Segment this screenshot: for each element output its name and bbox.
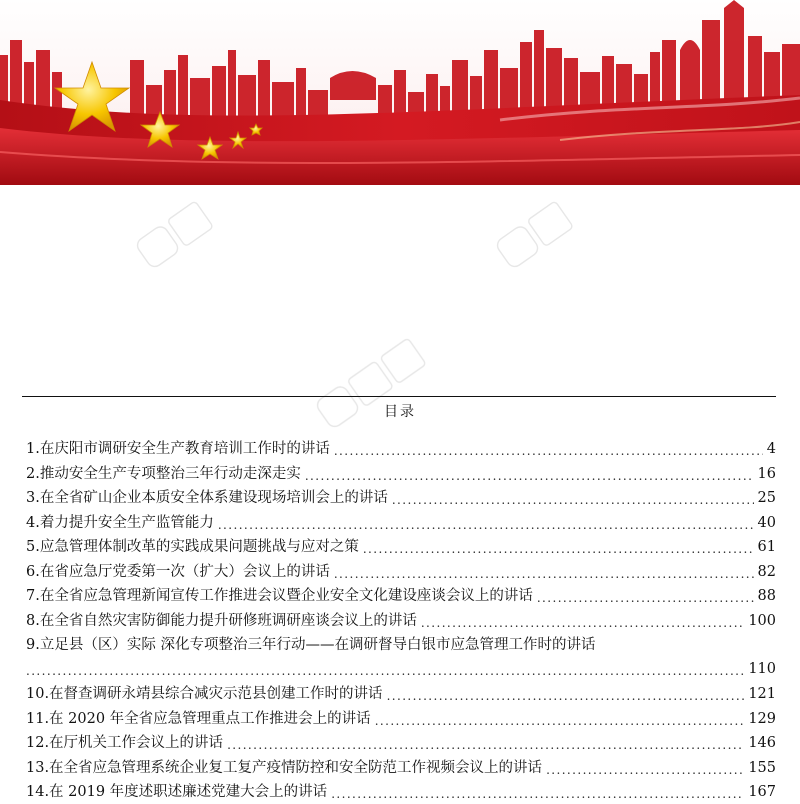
- toc-entry-line: [26, 538, 776, 557]
- toc-entry-title: 10.在督查调研永靖县综合减灾示范县创建工作时的讲话: [26, 686, 383, 702]
- toc-entry-title: 7.在全省应急管理新闻宣传工作推进会议暨企业安全文化建设座谈会议上的讲话: [26, 588, 533, 604]
- toc-page-number: 88: [757, 588, 776, 604]
- toc-entry-line: [26, 636, 776, 655]
- toc-entry-line: [26, 440, 776, 459]
- toc-entry[interactable]: [26, 485, 776, 510]
- toc-dot-leader: [334, 566, 754, 582]
- toc-entry-line-continued: [26, 660, 776, 679]
- toc-entry[interactable]: [26, 436, 776, 461]
- toc-entry[interactable]: [26, 730, 776, 755]
- toc-entry-title: 13.在全省应急管理系统企业复工复产疫情防控和安全防范工作视频会议上的讲话: [26, 759, 543, 776]
- toc-entry-line: [26, 587, 776, 606]
- toc-entry[interactable]: [26, 755, 776, 780]
- toc-entry-title: 9.立足县（区）实际 深化专项整治三年行动——在调研督导白银市应急管理工作时的讲话: [26, 637, 596, 653]
- toc-entry-title: 5.应急管理体制改革的实践成果问题挑战与应对之策: [26, 539, 359, 555]
- toc-entry-line: [26, 759, 776, 778]
- toc-dot-leader: [537, 590, 754, 606]
- toc-page-number: 16: [757, 465, 776, 482]
- toc-entry[interactable]: [26, 534, 776, 559]
- toc-entry-title: 1.在庆阳市调研安全生产教育培训工作时的讲话: [26, 441, 330, 457]
- toc-page-number: 82: [757, 563, 776, 580]
- toc-entry-line: [26, 685, 776, 704]
- toc-entry-line: [26, 734, 776, 753]
- toc-page-number: 129: [748, 710, 776, 727]
- toc-entry-title: 6.在省应急厅党委第一次（扩大）会议上的讲话: [26, 563, 330, 580]
- table-of-contents: [26, 436, 776, 804]
- toc-entry[interactable]: [26, 681, 776, 706]
- toc-page-number: 61: [757, 539, 776, 555]
- toc-entry-line: [26, 612, 776, 631]
- toc-dot-leader: [387, 688, 745, 704]
- toc-dot-leader: [305, 468, 754, 484]
- toc-page-number: 121: [748, 686, 776, 702]
- toc-page-number: 100: [748, 612, 776, 629]
- toc-entry-line: [26, 783, 776, 802]
- toc-entry[interactable]: [26, 706, 776, 731]
- toc-page-number: 146: [748, 735, 776, 751]
- toc-entry[interactable]: [26, 461, 776, 486]
- red-city-skyline-banner: [0, 0, 800, 185]
- toc-dot-leader: [334, 443, 763, 459]
- toc-dot-leader: [421, 615, 744, 631]
- toc-dot-leader: [227, 737, 744, 753]
- toc-top-rule: [22, 396, 776, 397]
- toc-entry-title: 4.着力提升安全生产监管能力: [26, 514, 214, 531]
- toc-entry[interactable]: [26, 632, 776, 681]
- toc-entry-line: [26, 465, 776, 484]
- toc-entry-line: [26, 489, 776, 508]
- toc-dot-leader: [26, 663, 744, 679]
- toc-dot-leader: [546, 762, 744, 778]
- toc-dot-leader: [218, 517, 754, 533]
- toc-entry[interactable]: [26, 510, 776, 535]
- toc-entry-line: [26, 514, 776, 533]
- toc-page-number: 25: [757, 490, 776, 506]
- toc-entry-title: 8.在全省自然灾害防御能力提升研修班调研座谈会议上的讲话: [26, 612, 417, 629]
- toc-page-number: 167: [748, 784, 776, 800]
- toc-entry[interactable]: [26, 608, 776, 633]
- toc-entry[interactable]: [26, 559, 776, 584]
- toc-dot-leader: [363, 541, 754, 557]
- toc-entry-title: 12.在厅机关工作会议上的讲话: [26, 735, 224, 751]
- toc-page-number: 155: [748, 759, 776, 776]
- toc-entry-title: 3.在全省矿山企业本质安全体系建设现场培训会上的讲话: [26, 490, 388, 506]
- toc-page-number: 40: [757, 514, 776, 531]
- toc-dot-leader: [392, 492, 754, 508]
- toc-page-number: 110: [748, 661, 776, 677]
- toc-title: 目录: [384, 404, 416, 420]
- toc-entry-line: [26, 563, 776, 582]
- toc-entry-title: 2.推动安全生产专项整治三年行动走深走实: [26, 465, 301, 482]
- toc-page-number: 4: [766, 441, 776, 457]
- toc-entry[interactable]: [26, 583, 776, 608]
- toc-dot-leader: [375, 713, 745, 729]
- toc-entry-line: [26, 710, 776, 729]
- toc-entry-title: 14.在 2019 年度述职述廉述党建大会上的讲话: [26, 784, 328, 800]
- toc-entry-title: 11.在 2020 年全省应急管理重点工作推进会上的讲话: [26, 710, 371, 727]
